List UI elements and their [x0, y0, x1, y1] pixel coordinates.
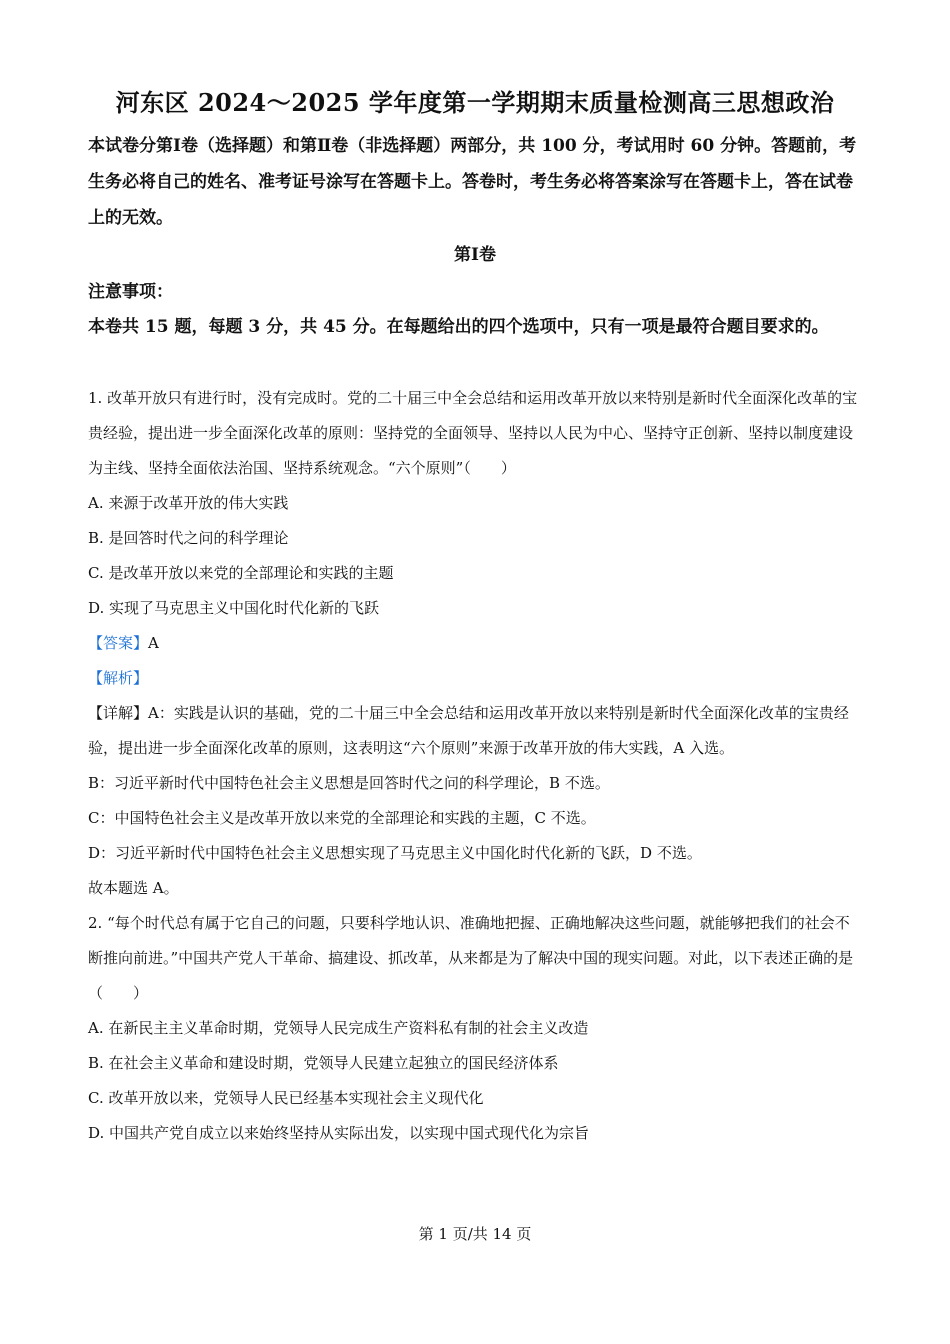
questions-content [88, 381, 863, 1151]
analysis-tag: 【解析】 [88, 669, 149, 687]
question-1-option-a: A. 来源于改革开放的伟大实践 [88, 494, 289, 512]
answer-value: A [148, 634, 159, 652]
question-1-stem: 1. 改革开放只有进行时，没有完成时。党的二十届三中全会总结和运用改革开放以来特别是新时代全面深化改革的宝贵经验，提出进一步全面深化改革的原则：坚持党的全面领导、坚持以人民为中心、坚持守正创新、坚持以制度建设为主线、坚持全面依法治国、坚持系统观念。“六个原则”（ ） [88, 389, 858, 477]
question-1-answer [88, 626, 863, 661]
question-1-conclusion: 故本题选 A。 [88, 879, 179, 897]
question-2-option-c: C. 改革开放以来，党领导人民已经基本实现社会主义现代化 [88, 1089, 484, 1107]
detail-a-text: A：实践是认识的基础，党的二十届三中全会总结和运用改革开放以来特别是新时代全面深化改革的宝贵经验，提出进一步全面深化改革的原则，这表明这“六个原则”来源于改革开放的伟大实践，A 入选。 [88, 704, 849, 757]
question-1-detail-b: B：习近平新时代中国特色社会主义思想是回答时代之问的科学理论，B 不选。 [88, 774, 610, 792]
question-1-detail-d: D：习近平新时代中国特色社会主义思想实现了马克思主义中国化时代化新的飞跃，D 不选。 [88, 844, 702, 862]
question-2-stem: 2. “每个时代总有属于它自己的问题，只要科学地认识、准确地把握、正确地解决这些问题，就能够把我们的社会不断推向前进。”中国共产党人干革命、搞建设、抓改革，从来都是为了解决中国的现实问题。对此，以下表述正确的是（ ） [88, 914, 854, 1002]
question-1-option-b: B. 是回答时代之问的科学理论 [88, 529, 289, 547]
question-1-detail-c: C：中国特色社会主义是改革开放以来党的全部理论和实践的主题，C 不选。 [88, 809, 596, 827]
question-2-option-a: A. 在新民主主义革命时期，党领导人民完成生产资料私有制的社会主义改造 [88, 1019, 589, 1037]
question-2-option-d: D. 中国共产党自成立以来始终坚持从实际出发，以实现中国式现代化为宗旨 [88, 1124, 590, 1142]
question-1-option-c: C. 是改革开放以来党的全部理论和实践的主题 [88, 564, 394, 582]
question-2-option-b: B. 在社会主义革命和建设时期，党领导人民建立起独立的国民经济体系 [88, 1054, 559, 1072]
question-1-analysis [88, 661, 863, 696]
detail-tag: 【详解】 [88, 704, 149, 722]
answer-tag: 【答案】 [88, 634, 149, 652]
notes-body: 本卷共 15 题，每题 3 分，共 45 分。在每题给出的四个选项中，只有一项是最符合题目要求的。 [88, 317, 829, 337]
exam-instructions: 本试卷分第Ⅰ卷（选择题）和第Ⅱ卷（非选择题）两部分，共 100 分，考试用时 60 分钟。答题前，考生务必将自己的姓名、准考证号涂写在答题卡上。答卷时，考生务必将答案涂写在答题卡上，答在试卷上的无效。 [88, 136, 857, 228]
question-1-option-d: D. 实现了马克思主义中国化时代化新的飞跃 [88, 599, 380, 617]
page-footer: 第 1 页/共 14 页 [418, 1225, 532, 1243]
section-title: 第Ⅰ卷 [454, 245, 496, 265]
document-title: 河东区 2024～2025 学年度第一学期期末质量检测高三思想政治 [115, 88, 835, 117]
notes-heading: 注意事项： [88, 282, 173, 302]
question-1-detail-a [88, 696, 863, 766]
